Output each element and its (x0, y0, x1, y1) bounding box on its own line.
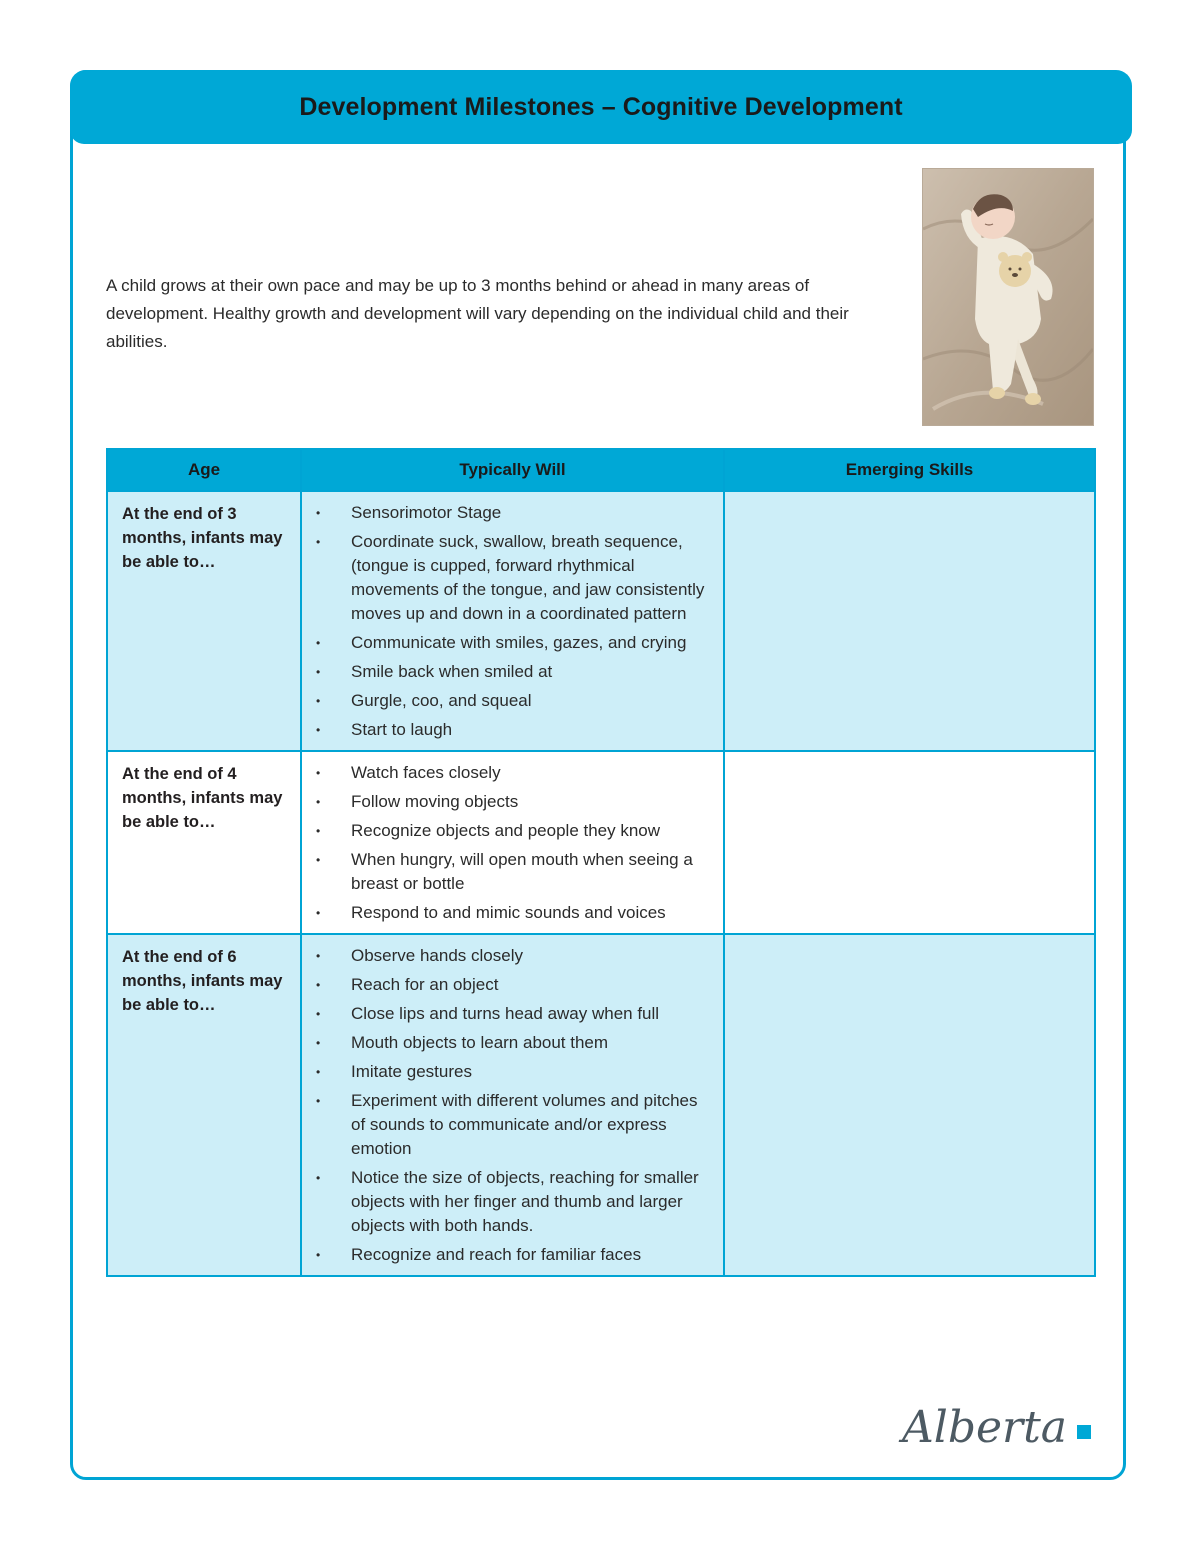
typically-will-cell (301, 751, 724, 934)
table-row (107, 491, 1095, 751)
list-item: • Observe hands closely (314, 944, 715, 968)
title-banner (70, 70, 1132, 144)
header-emerging-skills: Emerging Skills (724, 449, 1095, 491)
header-age: Age (107, 449, 301, 491)
list-item: • Follow moving objects (314, 790, 715, 814)
list-item: • Sensorimotor Stage (314, 501, 715, 525)
list-item: • Smile back when smiled at (314, 660, 715, 684)
list-item: • Experiment with different volumes and pitches of sounds to communicate and/or express emotion (314, 1089, 715, 1161)
emerging-skills-cell (724, 751, 1095, 934)
table-row (107, 751, 1095, 934)
svg-text:Alberta: Alberta (902, 1402, 1067, 1453)
list-item: • Respond to and mimic sounds and voices (314, 901, 715, 925)
list-item: • Notice the size of objects, reaching for smaller objects with her finger and thumb and larger objects with both hands. (314, 1166, 715, 1238)
intro-paragraph: A child grows at their own pace and may be up to 3 months behind or ahead in many areas of development. Healthy growth and development will vary depending on the individual child and their abilities. (106, 276, 849, 351)
emerging-skills-cell (724, 491, 1095, 751)
list-item: • Reach for an object (314, 973, 715, 997)
header-typically-will: Typically Will (301, 449, 724, 491)
page-title: Development Milestones – Cognitive Development (299, 92, 903, 121)
list-item: • Start to laugh (314, 718, 715, 742)
emerging-skills-cell (724, 934, 1095, 1276)
age-cell: At the end of 3 months, infants may be able to… (107, 491, 301, 751)
list-item: • Coordinate suck, swallow, breath sequence, (tongue is cupped, forward rhythmical movements of the tongue, and jaw consistently moves up and down in a coordinated pattern (314, 530, 715, 626)
list-item: • When hungry, will open mouth when seeing a breast or bottle (314, 848, 715, 896)
list-item: • Communicate with smiles, gazes, and crying (314, 631, 715, 655)
alberta-logo (896, 1392, 1096, 1462)
typically-will-cell (301, 491, 724, 751)
list-item: • Gurgle, coo, and squeal (314, 689, 715, 713)
table-row (107, 934, 1095, 1276)
list-item: • Recognize objects and people they know (314, 819, 715, 843)
list-item: • Imitate gestures (314, 1060, 715, 1084)
list-item: • Recognize and reach for familiar faces (314, 1243, 715, 1267)
sleeping-baby-photo (922, 168, 1094, 426)
list-item: • Close lips and turns head away when full (314, 1002, 715, 1026)
milestones-table (106, 448, 1096, 1277)
age-cell: At the end of 4 months, infants may be able to… (107, 751, 301, 934)
typically-will-cell (301, 934, 724, 1276)
age-cell: At the end of 6 months, infants may be able to… (107, 934, 301, 1276)
list-item: • Watch faces closely (314, 761, 715, 785)
list-item: • Mouth objects to learn about them (314, 1031, 715, 1055)
